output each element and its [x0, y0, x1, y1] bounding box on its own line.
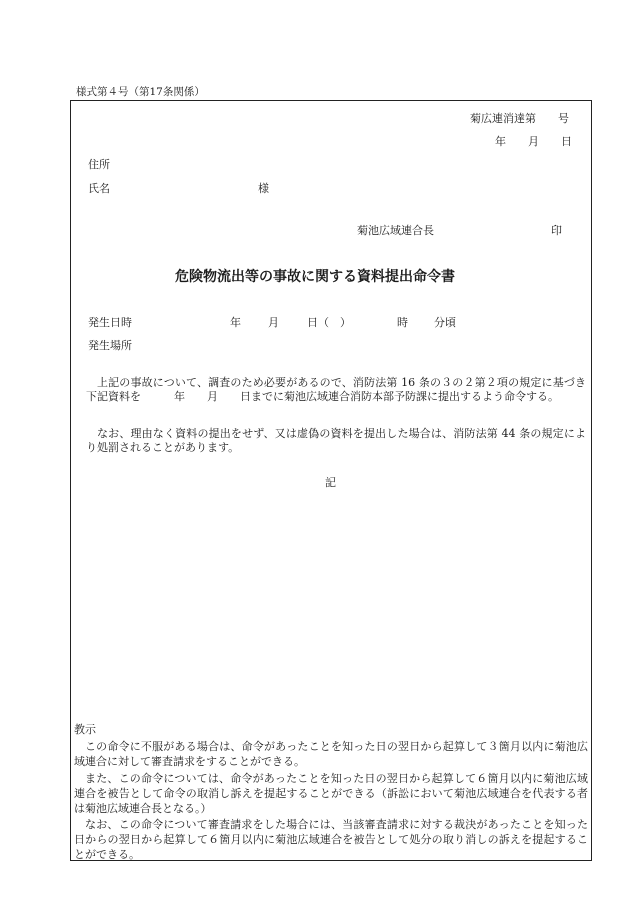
- body-paragraph-2: なお、理由なく資料の提出をせず、又は虚偽の資料を提出した場合は、消防法第 44 条の規定により処罰されることがあります。: [86, 427, 586, 454]
- issue-date: 年 月 日: [495, 135, 572, 148]
- datetime-day: 日（ ）: [307, 316, 351, 329]
- datetime-hour: 時: [397, 316, 408, 329]
- incident-datetime-label: 発生日時: [88, 316, 132, 329]
- document-title: 危険物流出等の事故に関する資料提出命令書: [175, 269, 455, 285]
- datetime-year: 年: [230, 316, 241, 329]
- instruction-paragraph-3: なお、この命令について審査請求をした場合には、当該審査請求に対する裁決があったことを知った日からの翌日から起算して６箇月以内に菊池広域連合を被告として処分の取り消しの訴えを提起することができる。: [74, 818, 588, 861]
- honorific: 様: [258, 182, 269, 195]
- document-number: 菊広連消達第 号: [470, 112, 569, 125]
- datetime-minute: 分頃: [434, 316, 456, 329]
- incident-location-label: 発生場所: [88, 339, 132, 352]
- instruction-paragraph-1: この命令に不服がある場合は、命令があったことを知った日の翌日から起算して３箇月以内に菊池広域連合に対して審査請求をすることができる。: [74, 740, 588, 768]
- seal-mark: 印: [551, 224, 562, 237]
- datetime-month: 月: [268, 316, 279, 329]
- issuer-name: 菊池広域連合長: [357, 224, 434, 237]
- instruction-heading: 教示: [74, 723, 96, 736]
- instruction-paragraph-2: また、この命令については、命令があったことを知った日の翌日から起算して６箇月以内に菊池広域連合を被告として命令の取消し訴えを提起することができる（訴訟において菊池広域連合を代表する者は菊池広域連合長となる。）: [74, 772, 588, 815]
- address-label: 住所: [88, 158, 110, 171]
- form-caption: 様式第４号（第17条関係）: [76, 86, 205, 98]
- body-paragraph-1: 上記の事故について、調査のため必要があるので、消防法第 16 条の３の２第２項の規定に基づき下記資料を 年 月 日までに菊池広域連合消防本部予防課に提出するよう命令する。: [86, 376, 586, 403]
- name-label: 氏名: [88, 182, 110, 195]
- note-heading: 記: [325, 476, 336, 489]
